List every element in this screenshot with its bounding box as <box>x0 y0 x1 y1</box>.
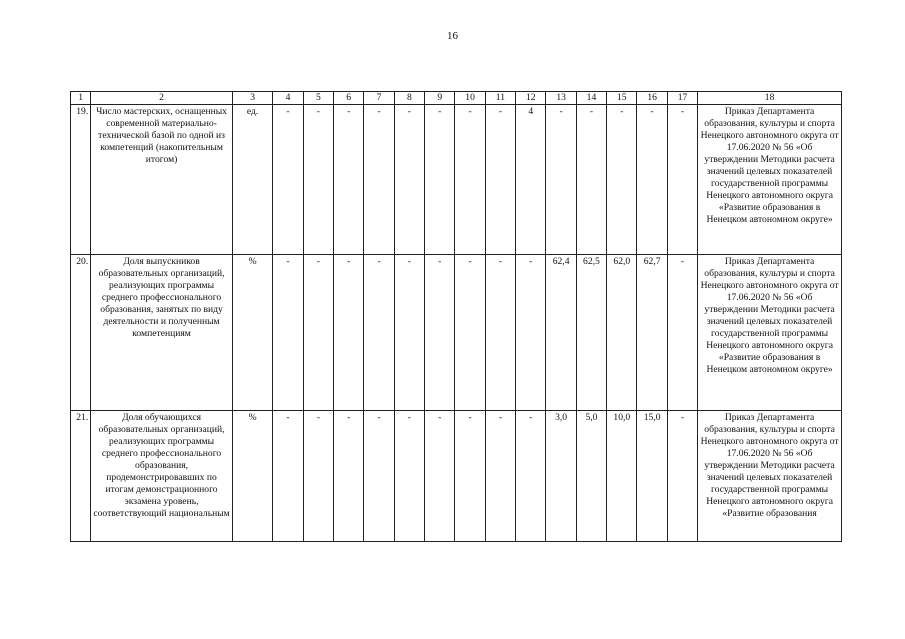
value-cell: - <box>667 411 697 542</box>
table-row <box>71 105 842 255</box>
value-cell: - <box>334 411 364 542</box>
value-cell: - <box>394 105 424 255</box>
value-cell: 5,0 <box>576 411 606 542</box>
value-cell: - <box>667 255 697 411</box>
value-cell: - <box>576 105 606 255</box>
source-document: Приказ Департамента образования, культуры и спорта Ненецкого автономного округа от 17.06.2020 № 56 «Об утверждении Методики расчета значений целевых показателей государственной программы Ненецкого автономного округа «Развитие образования в Ненецком автономном округе» <box>698 255 842 411</box>
unit-cell: ед. <box>232 105 272 255</box>
value-cell: - <box>273 411 303 542</box>
value-cell: 62,7 <box>637 255 667 411</box>
value-cell: - <box>637 105 667 255</box>
header-cell: 18 <box>698 92 842 105</box>
header-cell: 1 <box>71 92 91 105</box>
value-cell: - <box>273 255 303 411</box>
value-cell: 62,0 <box>607 255 637 411</box>
page-number: 16 <box>447 30 458 42</box>
value-cell: 62,4 <box>546 255 576 411</box>
header-cell: 17 <box>667 92 697 105</box>
value-cell: - <box>364 105 394 255</box>
header-cell: 4 <box>273 92 303 105</box>
value-cell: - <box>425 105 455 255</box>
value-cell: - <box>425 411 455 542</box>
value-cell: 3,0 <box>546 411 576 542</box>
value-cell: - <box>607 105 637 255</box>
table-row <box>71 411 842 542</box>
value-cell: - <box>303 255 333 411</box>
value-cell: - <box>364 255 394 411</box>
value-cell: - <box>455 105 485 255</box>
table-row <box>71 255 842 411</box>
header-cell: 8 <box>394 92 424 105</box>
header-cell: 6 <box>334 92 364 105</box>
header-cell: 11 <box>485 92 515 105</box>
row-number: 20. <box>71 255 91 411</box>
value-cell: - <box>273 105 303 255</box>
header-cell: 12 <box>516 92 546 105</box>
value-cell: - <box>334 105 364 255</box>
indicator-name: Число мастерских, оснащенных современной материально-технической базой по одной из компетенций (накопительным итогом) <box>91 105 233 255</box>
value-cell: 62,5 <box>576 255 606 411</box>
header-cell: 10 <box>455 92 485 105</box>
unit-cell: % <box>232 255 272 411</box>
value-cell: - <box>394 255 424 411</box>
value-cell: - <box>334 255 364 411</box>
header-cell: 13 <box>546 92 576 105</box>
header-cell: 3 <box>232 92 272 105</box>
value-cell: - <box>667 105 697 255</box>
value-cell: - <box>516 411 546 542</box>
value-cell: - <box>546 105 576 255</box>
header-cell: 16 <box>637 92 667 105</box>
value-cell: - <box>303 411 333 542</box>
source-document: Приказ Департамента образования, культуры и спорта Ненецкого автономного округа от 17.06.2020 № 56 «Об утверждении Методики расчета значений целевых показателей государственной программы Ненецкого автономного округа «Развитие образования <box>698 411 842 542</box>
header-cell: 7 <box>364 92 394 105</box>
value-cell: 4 <box>516 105 546 255</box>
value-cell: - <box>394 411 424 542</box>
value-cell: - <box>425 255 455 411</box>
header-row <box>71 92 842 105</box>
value-cell: 10,0 <box>607 411 637 542</box>
value-cell: - <box>485 411 515 542</box>
header-cell: 9 <box>425 92 455 105</box>
value-cell: - <box>364 411 394 542</box>
header-cell: 14 <box>576 92 606 105</box>
value-cell: - <box>485 105 515 255</box>
value-cell: - <box>455 411 485 542</box>
value-cell: - <box>516 255 546 411</box>
header-cell: 2 <box>91 92 233 105</box>
row-number: 21. <box>71 411 91 542</box>
value-cell: - <box>455 255 485 411</box>
source-document: Приказ Департамента образования, культуры и спорта Ненецкого автономного округа от 17.06.2020 № 56 «Об утверждении Методики расчета значений целевых показателей государственной программы Ненецкого автономного округа «Развитие образования в Ненецком автономном округе» <box>698 105 842 255</box>
unit-cell: % <box>232 411 272 542</box>
header-cell: 5 <box>303 92 333 105</box>
value-cell: - <box>485 255 515 411</box>
header-cell: 15 <box>607 92 637 105</box>
indicator-name: Доля выпускников образовательных организаций, реализующих программы среднего профессионального образования, занятых по виду деятельности и полученным компетенциям <box>91 255 233 411</box>
value-cell: 15,0 <box>637 411 667 542</box>
indicators-table <box>70 91 842 542</box>
row-number: 19. <box>71 105 91 255</box>
indicator-name: Доля обучающихся образовательных организаций, реализующих программы среднего профессионального образования, продемонстрировавших по итогам демонстрационного экзамена уровень, соответствующий национальным <box>91 411 233 542</box>
value-cell: - <box>303 105 333 255</box>
